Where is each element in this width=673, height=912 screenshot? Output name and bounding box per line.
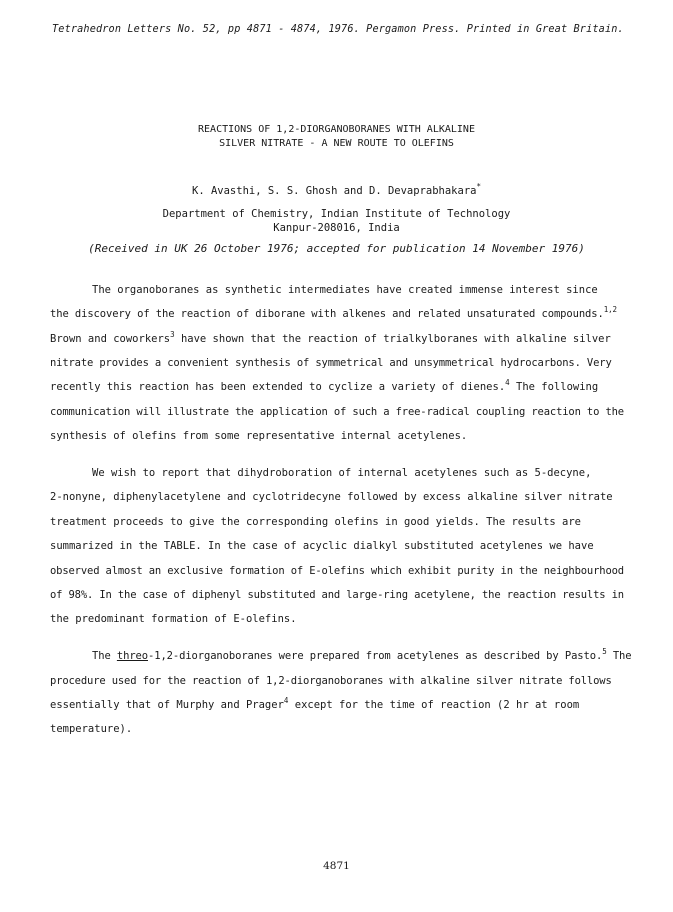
p2-line1: We wish to report that dihydroboration of internal acetylenes such as 5-decyne, xyxy=(92,467,592,479)
page-number: 4871 xyxy=(323,860,350,872)
p3-line1-text-b: -1,2-diorganoboranes were prepared from acetylenes as described by Pasto. xyxy=(148,650,603,662)
p2-line3: treatment proceeds to give the corresponding olefins in good yields. The results are xyxy=(50,516,582,528)
journal-header: Tetrahedron Letters No. 52, pp 4871 - 4874, 1976. Pergamon Press. Printed in Great Britain. xyxy=(52,24,624,35)
p1-line7: synthesis of olefins from some representative internal acetylenes. xyxy=(50,430,468,442)
reference-marker: 1,2 xyxy=(603,305,617,314)
reference-marker: 4 xyxy=(505,378,510,387)
p3-line2: procedure used for the reaction of 1,2-diorganoboranes with alkaline silver nitrate follows xyxy=(50,675,612,687)
p3-line3 xyxy=(50,698,579,712)
article-title-line2: SILVER NITRATE - A NEW ROUTE TO OLEFINS xyxy=(219,138,454,149)
received-date: (Received in UK 26 October 1976; accepted for publication 14 November 1976) xyxy=(88,242,585,255)
authors-text: K. Avasthi, S. S. Ghosh and D. Devaprabhakara xyxy=(192,185,477,197)
p1-line3-text-a: Brown and coworkers xyxy=(50,333,171,345)
p3-line1-text-a: The xyxy=(92,650,117,662)
p2-line4: summarized in the TABLE. In the case of acyclic dialkyl substituted acetylenes we have xyxy=(50,540,594,552)
article-title-line1: REACTIONS OF 1,2-DIORGANOBORANES WITH ALKALINE xyxy=(198,124,475,135)
p1-line6: communication will illustrate the application of such a free-radical coupling reaction to the xyxy=(50,406,624,418)
authors xyxy=(0,184,673,198)
p1-line1: The organoboranes as synthetic intermediates have created immense interest since xyxy=(92,284,598,296)
affiliation-line2: Kanpur-208016, India xyxy=(273,222,400,234)
p1-line4: nitrate provides a convenient synthesis of symmetrical and unsymmetrical hydrocarbons. Very xyxy=(50,357,612,369)
p1-line5-text-a: recently this reaction has been extended to cyclize a variety of dienes. xyxy=(50,381,506,393)
p1-line3-text-b: have shown that the reaction of trialkylboranes with alkaline silver xyxy=(174,333,611,345)
p2-line5: observed almost an exclusive formation of E-olefins which exhibit purity in the neighbourhood xyxy=(50,565,624,577)
p1-line5-text-b: The following xyxy=(509,381,599,393)
p1-line2 xyxy=(50,307,617,321)
p3-line3-text-b: except for the time of reaction (2 hr at room xyxy=(288,699,580,711)
p1-line5 xyxy=(50,380,598,394)
p3-line1-text-c: The xyxy=(606,650,632,662)
affiliation-line1: Department of Chemistry, Indian Institute of Technology xyxy=(162,208,511,220)
reference-marker: 4 xyxy=(283,696,289,705)
p3-line3-text-a: essentially that of Murphy and Prager xyxy=(50,699,284,711)
p2-line2: 2-nonyne, diphenylacetylene and cyclotridecyne followed by excess alkaline silver nitrate xyxy=(50,491,613,503)
p2-line6: of 98%. In the case of diphenyl substituted and large-ring acetylene, the reaction results in xyxy=(50,589,624,601)
corresponding-author-mark: * xyxy=(476,182,481,191)
p2-line7: the predominant formation of E-olefins. xyxy=(50,613,297,625)
p1-line3 xyxy=(50,332,611,346)
p1-line2-text: the discovery of the reaction of diborane with alkenes and related unsaturated compounds. xyxy=(50,308,604,320)
p3-line1 xyxy=(92,649,632,663)
reference-marker: 3 xyxy=(170,330,175,339)
reference-marker: 5 xyxy=(602,647,607,656)
threo-term: threo xyxy=(116,650,148,662)
p3-line4: temperature). xyxy=(50,723,133,735)
